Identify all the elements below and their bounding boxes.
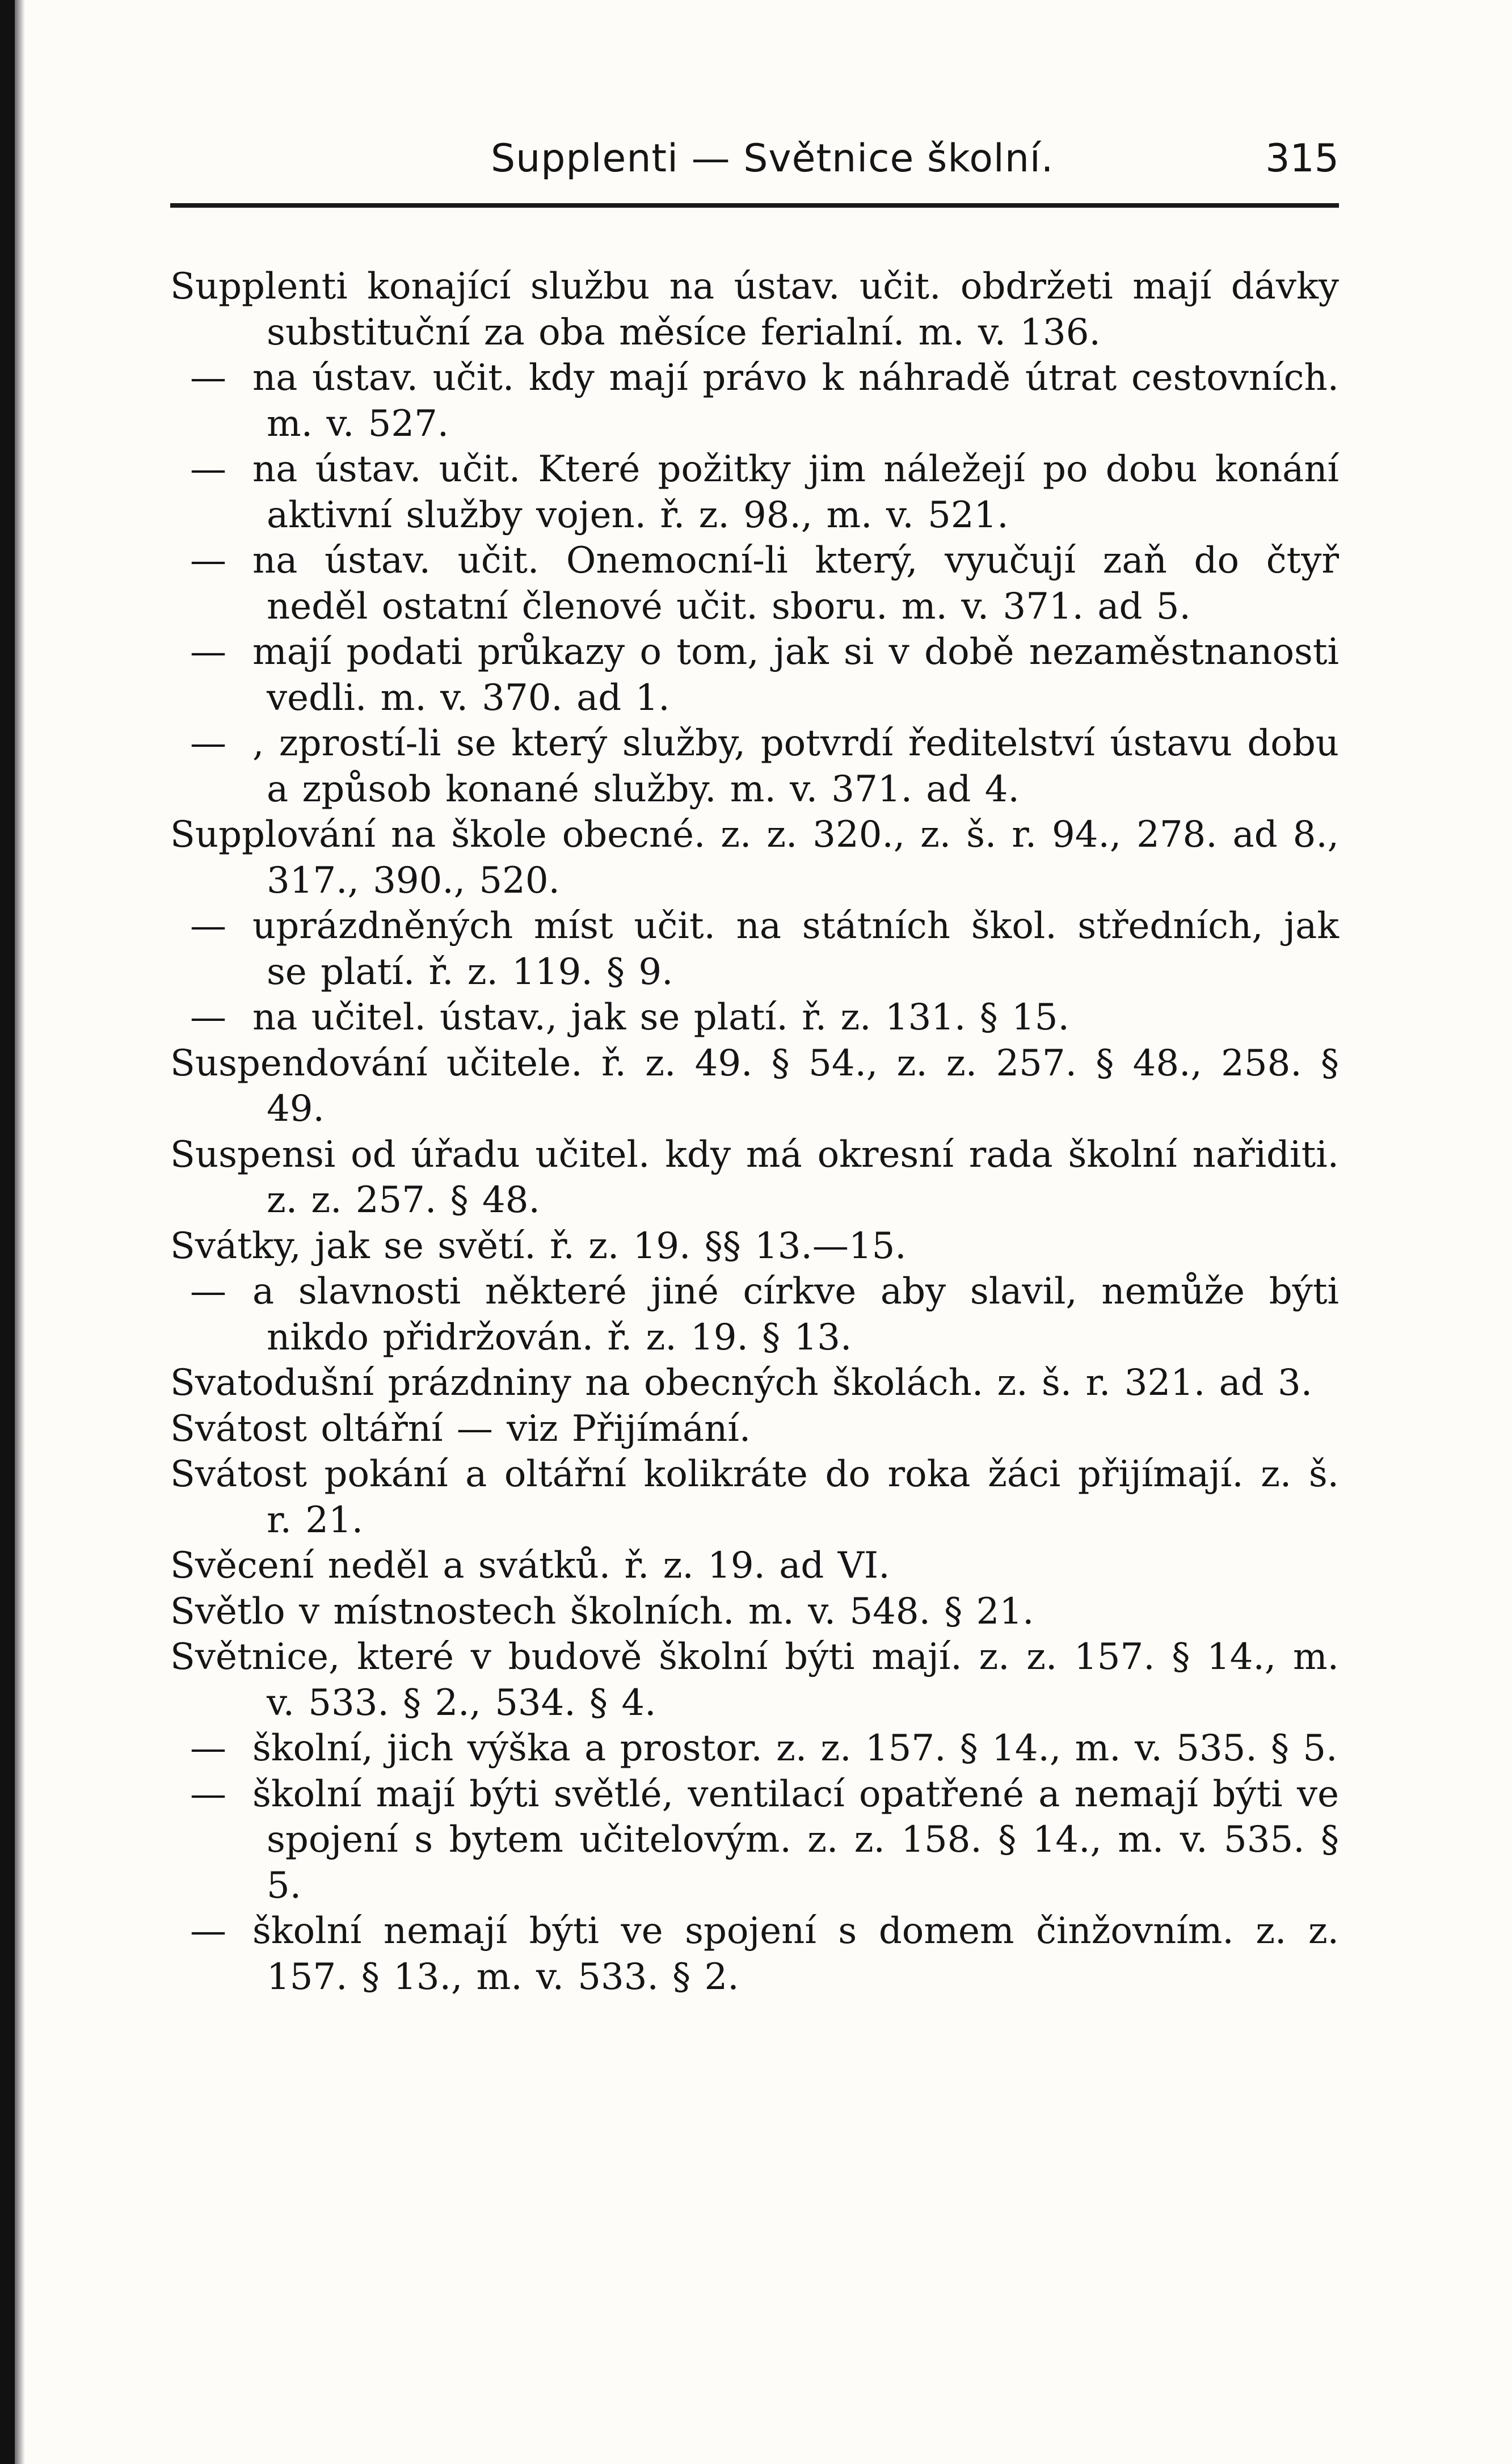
index-entry [170,1543,1339,1589]
subentry-dash: — [190,996,226,1038]
index-subentry [170,1269,1339,1360]
entry-text: Supplování na škole obecné. z. z. 320., z. š. r. 94., 278. ad 8., 317., 390., 520. [170,814,1339,902]
entry-text: Svatodušní prázdniny na obecných školách. z. š. r. 321. ad 3. [170,1362,1313,1404]
index-subentry [170,538,1339,629]
subentry-dash: — [190,1727,226,1769]
binding-shadow [15,0,25,2464]
index-entry [170,1360,1339,1406]
subentry-dash: — [190,448,226,490]
entry-text: a slavnosti některé jiné církve aby slavil, nemůže býti nikdo přidržován. ř. z. 19. § 13. [252,1271,1339,1359]
index-subentry [170,1908,1339,2000]
entry-text: na ústav. učit. Které požitky jim náležejí po dobu konání aktivní služby vojen. ř. z. 98., m. v. 521. [252,448,1339,536]
index-entry [170,1406,1339,1452]
entry-text: školní nemají býti ve spojení s domem činžovním. z. z. 157. § 13., m. v. 533. § 2. [252,1910,1339,1998]
index-entry [170,1634,1339,1726]
entry-text: mají podati průkazy o tom, jak si v době nezaměstnanosti vedli. m. v. 370. ad 1. [252,631,1339,719]
index-entry [170,812,1339,903]
index-subentry [170,995,1339,1041]
subentry-dash: — [190,722,226,764]
entry-text: na ústav. učit. Onemocní-li který, vyučují zaň do čtyř neděl ostatní členové učit. sboru. m. v. 371. ad 5. [252,540,1339,628]
entry-text: Světnice, které v budově školní býti mají. z. z. 157. § 14., m. v. 533. § 2., 534. § 4. [170,1636,1339,1724]
index-subentry [170,1772,1339,1909]
entry-text: na ústav. učit. kdy mají právo k náhradě útrat cestovních. m. v. 527. [252,357,1339,445]
header-rule [170,203,1339,208]
subentry-dash: — [190,1773,226,1815]
binding-edge [0,0,15,2464]
subentry-dash: — [190,631,226,673]
index-entry [170,1132,1339,1223]
entry-text: Svátky, jak se světí. ř. z. 19. §§ 13.—15. [170,1225,907,1267]
entry-text: Supplenti konající službu na ústav. učit. obdržeti mají dávky substituční za oba měsíce ferialní. m. v. 136. [170,266,1339,354]
entry-text: , zprostí-li se který služby, potvrdí ředitelství ústavu dobu a způsob konané služby. m. v. 371. ad 4. [252,722,1339,810]
entry-text: Svátost pokání a oltářní kolikráte do roka žáci přijímají. z. š. r. 21. [170,1453,1339,1541]
subentry-dash: — [190,357,226,399]
subentry-dash: — [190,1910,226,1952]
index-entry [170,1452,1339,1543]
entry-text: Suspendování učitele. ř. z. 49. § 54., z. z. 257. § 48., 258. § 49. [170,1042,1339,1130]
subentry-dash: — [190,905,226,947]
page-header [170,136,1339,204]
index-subentry [170,1726,1339,1772]
index-entry [170,264,1339,355]
entry-text: Svátost oltářní — viz Přijímání. [170,1407,751,1450]
entry-text: školní mají býti světlé, ventilací opatřené a nemají býti ve spojení s bytem učitelovým. z. z. 158. § 14., m. v. 535. § 5. [252,1773,1339,1907]
entry-text: školní, jich výška a prostor. z. z. 157. § 14., m. v. 535. § 5. [252,1727,1338,1769]
index-subentry [170,447,1339,538]
index-entry [170,1223,1339,1269]
index-subentry [170,721,1339,812]
index-entry [170,1589,1339,1635]
page-number: 315 [1265,136,1339,181]
entry-text: na učitel. ústav., jak se platí. ř. z. 131. § 15. [252,996,1069,1038]
entry-text: Světlo v místnostech školních. m. v. 548. § 21. [170,1590,1034,1633]
index-entries [170,264,1339,2000]
index-subentry [170,629,1339,721]
entry-text: Svěcení neděl a svátků. ř. z. 19. ad VI. [170,1545,890,1587]
subentry-dash: — [190,540,226,582]
index-entry [170,1041,1339,1132]
index-subentry [170,355,1339,447]
subentry-dash: — [190,1271,226,1313]
entry-text: Suspensi od úřadu učitel. kdy má okresní rada školní nařiditi. z. z. 257. § 48. [170,1133,1339,1221]
entry-text: uprázdněných míst učit. na státních škol. středních, jak se platí. ř. z. 119. § 9. [252,905,1339,993]
running-title: Supplenti — Světnice školní. [491,136,1054,181]
index-subentry [170,903,1339,995]
